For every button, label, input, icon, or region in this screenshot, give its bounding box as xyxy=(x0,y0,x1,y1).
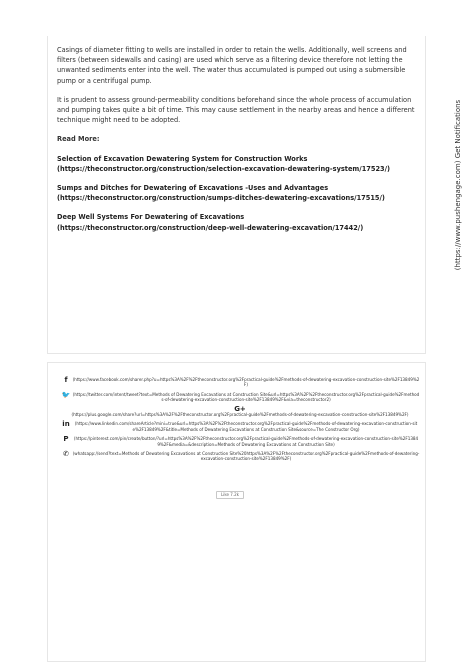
get-notifications-text[interactable]: (https://www.pushengage.com) Get Notifications xyxy=(454,99,462,271)
related-link-url[interactable]: (https://theconstructor.org/construction/deep-well-dewatering-excavation/17442/) xyxy=(57,223,364,232)
share-facebook-link[interactable]: (https://www.facebook.com/sharer.php?u=https%3A%2F%2Ftheconstructor.org%2Fpractical-guide%2Fmethods-of-dewatering-excavation-construction-site%2F13849%2F) xyxy=(72,377,420,388)
whatsapp-icon[interactable]: ✆ xyxy=(63,450,69,459)
share-pinterest[interactable] xyxy=(60,436,420,447)
get-notifications-link[interactable] xyxy=(450,80,466,290)
related-link-sumps-ditches[interactable] xyxy=(57,183,417,203)
read-more-heading: Read More: xyxy=(57,135,100,144)
share-pinterest-link[interactable]: (https://pinterest.com/pin/create/button/?url=https%3A%2F%2Ftheconstructor.org%2Fpractical-guide%2Fmethods-of-dewatering-excavation-construction-site%2F13849%2F&media=&description=Methods of Dewatering Excavations at Construction Site) xyxy=(73,436,419,447)
related-link-title: Selection of Excavation Dewatering System for Construction Works xyxy=(57,154,308,163)
share-google-plus[interactable] xyxy=(60,404,420,418)
share-list xyxy=(60,377,420,466)
pinterest-icon[interactable]: P xyxy=(63,435,69,444)
related-link-deep-well[interactable] xyxy=(57,212,417,232)
related-link-title: Sumps and Ditches for Dewatering of Excavations -Uses and Advantages xyxy=(57,184,329,193)
related-link-url[interactable]: (https://theconstructor.org/construction/selection-excavation-dewatering-system/17523/) xyxy=(57,164,391,173)
share-twitter[interactable] xyxy=(60,392,420,403)
like-button[interactable]: Like 7.2k xyxy=(216,491,244,499)
share-facebook[interactable] xyxy=(60,377,420,388)
related-link-url[interactable]: (https://theconstructor.org/construction/sumps-ditches-dewatering-excavations/17515/) xyxy=(57,194,385,203)
article-paragraph-1: Casings of diameter fitting to wells are installed in order to retain the wells. Additionally, well screens and filters (between sidewalls and casing) are used which serve as a filtering device therefore not letting the unwanted sediments enter into the well. The water thus accumulated is pumped out using a submersible pump or a centrifugal pump. xyxy=(57,46,407,85)
share-google-plus-link[interactable]: (https://plus.google.com/share?url=https%3A%2F%2Ftheconstructor.org%2Fpractical-guide%2Fmethods-of-dewatering-excavation-construction-site%2F13849%2F) xyxy=(71,412,409,418)
related-link-selection-dewatering[interactable] xyxy=(57,154,417,174)
google-plus-icon[interactable]: G+ xyxy=(234,404,246,413)
related-link-title: Deep Well Systems For Dewatering of Excavations xyxy=(57,213,245,222)
share-twitter-link[interactable]: (https://twitter.com/intent/tweet?text=Methods of Dewatering Excavations at Construction Site&url=https%3A%2F%2Ftheconstructor.org%2Fpractical-guide%2Fmethods-of-dewatering-excavation-construction-site%2F13849%2F&via=theconstructor2) xyxy=(72,391,420,403)
twitter-icon[interactable]: 🐦 xyxy=(61,390,71,399)
article-body xyxy=(57,45,417,242)
share-linkedin-link[interactable]: (https://www.linkedin.com/shareArticle?mini=true&url=https%3A%2F%2Ftheconstructor.org%2Fpractical-guide%2Fmethods-of-dewatering-excavation-construction-site%2F13849%2F&title=Methods of Dewatering Excavations at Construction Site&source=The Constructor Org) xyxy=(74,421,418,432)
share-whatsapp-link[interactable]: (whatsapp://send?text=Methods of Dewatering Excavations at Construction Site%20https%3A%2F%2Ftheconstructor.org%2Fpractical-guide%2Fmethods-of-dewatering-excavation-construction-site%2F13849%2F) xyxy=(72,451,420,462)
share-linkedin[interactable] xyxy=(60,421,420,432)
share-whatsapp[interactable] xyxy=(60,451,420,462)
article-paragraph-2: It is prudent to assess ground-permeability conditions beforehand since the whole process of accumulation and pumping takes quite a bit of time. This may cause settlement in the nearby areas and hence a different technique might need to be adopted. xyxy=(57,95,415,125)
linkedin-icon[interactable]: in xyxy=(62,420,70,429)
facebook-icon[interactable]: f xyxy=(64,376,68,384)
